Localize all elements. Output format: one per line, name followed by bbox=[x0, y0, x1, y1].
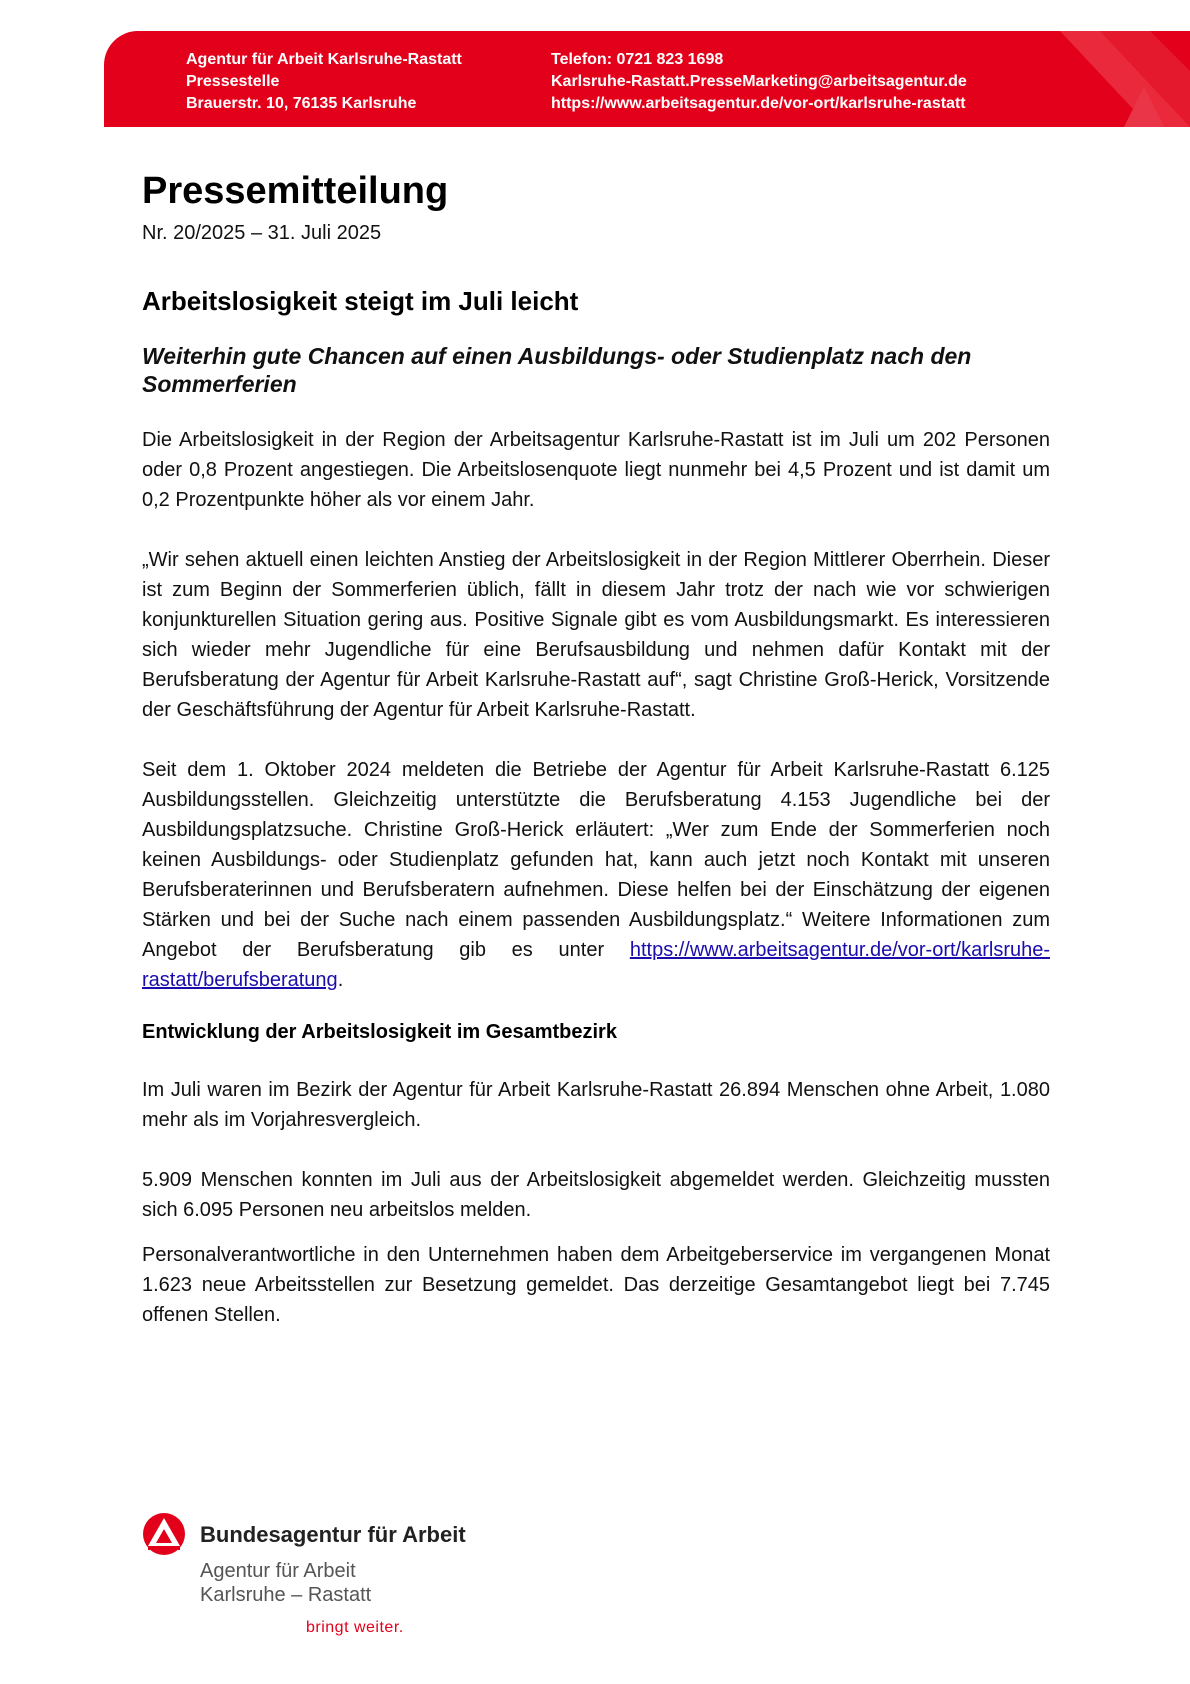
header-address bbox=[186, 49, 462, 115]
berufsberatung-link[interactable]: https://www.arbeitsagentur.de/vor-ort/karlsruhe-rastatt/berufsberatung bbox=[142, 939, 1051, 991]
footer-agency-line2: Karlsruhe – Rastatt bbox=[200, 1584, 372, 1606]
header-email[interactable]: Karlsruhe-Rastatt.PresseMarketing@arbeitsagentur.de bbox=[551, 73, 967, 90]
paragraph-job-offers: Personalverantwortliche in den Unternehmen haben dem Arbeitgeberservice im vergangenen Monat 1.623 neue Arbeitsstellen zur Besetzung gemeldet. Das derzeitige Gesamtangebot liegt bei 7.745 offenen Stellen. bbox=[142, 1244, 1050, 1326]
header-phone: Telefon: 0721 823 1698 bbox=[551, 51, 724, 68]
section-heading: Entwicklung der Arbeitslosigkeit im Gesamtbezirk bbox=[142, 1021, 617, 1043]
footer-tagline: bringt weiter. bbox=[306, 1619, 404, 1636]
header-street: Brauerstr. 10, 76135 Karlsruhe bbox=[186, 95, 417, 112]
paragraph-quote: „Wir sehen aktuell einen leichten Anstieg der Arbeitslosigkeit in der Region Mittlerer Oberrhein. Dieser ist zum Beginn der Sommerferien üblich, fällt in diesem Jahr trotz der nach wie vor schwierigen konjunkturellen Situation gering aus. Positive Signale gibt es vom Ausbildungsmarkt. Es interessieren sich wieder mehr Jugendliche für eine Berufsausbildung und nehmen dafür Kontakt mit der Berufsberatung der Agentur für Arbeit Karlsruhe-Rastatt auf“, sagt Christine Groß-Herick, Vorsitzende der Geschäftsführung der Agentur für Arbeit Karlsruhe-Rastatt. bbox=[142, 549, 1050, 721]
paragraph-intro: Die Arbeitslosigkeit in der Region der Arbeitsagentur Karlsruhe-Rastatt ist im Juli um 202 Personen oder 0,8 Prozent angestiegen. Die Arbeitslosenquote liegt nunmehr bei 4,5 Prozent und ist damit um 0,2 Prozentpunkte höher als vor einem Jahr. bbox=[142, 429, 1050, 511]
header-website[interactable]: https://www.arbeitsagentur.de/vor-ort/karlsruhe-rastatt bbox=[551, 95, 966, 112]
press-release-number-date: Nr. 20/2025 – 31. Juli 2025 bbox=[142, 222, 382, 244]
page-title: Pressemitteilung bbox=[142, 170, 449, 212]
paragraph-unemployed-total: Im Juli waren im Bezirk der Agentur für Arbeit Karlsruhe-Rastatt 26.894 Menschen ohne Arbeit, 1.080 mehr als im Vorjahresvergleich. bbox=[142, 1079, 1050, 1131]
paragraph-registrations: 5.909 Menschen konnten im Juli aus der Arbeitslosigkeit abgemeldet werden. Gleichzeitig mussten sich 6.095 Personen neu arbeitslos melden. bbox=[142, 1169, 1050, 1221]
paragraph-apprenticeship bbox=[142, 755, 1050, 995]
headline: Arbeitslosigkeit steigt im Juli leicht bbox=[142, 286, 579, 316]
footer-agency-line1: Agentur für Arbeit bbox=[200, 1560, 356, 1582]
bundesagentur-logo-icon bbox=[142, 1512, 186, 1556]
footer-logo bbox=[142, 1512, 466, 1642]
footer-org-name: Bundesagentur für Arbeit bbox=[200, 1522, 466, 1547]
header-org-name: Agentur für Arbeit Karlsruhe-Rastatt bbox=[186, 51, 462, 68]
link-suffix: . bbox=[337, 969, 344, 991]
header-band bbox=[104, 31, 1190, 127]
header-contact bbox=[551, 49, 967, 115]
paragraph-apprenticeship-text: Seit dem 1. Oktober 2024 meldeten die Betriebe der Agentur für Arbeit Karlsruhe-Rastatt 6.125 Ausbildungsstellen. Gleichzeitig unterstützte die Berufsberatung 4.153 Jugendliche bei der Ausbildungsplatzsuche. Christine Groß-Herick erläutert: „Wer zum Ende der Sommerferien noch keinen Ausbildungs- oder Studienplatz gefunden hat, kann auch jetzt noch Kontakt mit unseren Berufsberaterinnen und Berufsberatern aufnehmen. Diese helfen bei der Einschätzung der eigenen Stärken und bei der Suche nach einem passenden Ausbildungsplatz.“ Weitere Informationen zum Angebot der Berufsberatung gib es unter bbox=[142, 759, 1050, 961]
header-triangle-decoration-icon bbox=[1040, 31, 1190, 127]
header-department: Pressestelle bbox=[186, 73, 280, 90]
subheadline: Weiterhin gute Chancen auf einen Ausbildungs- oder Studienplatz nach den Sommerferien bbox=[142, 343, 972, 397]
